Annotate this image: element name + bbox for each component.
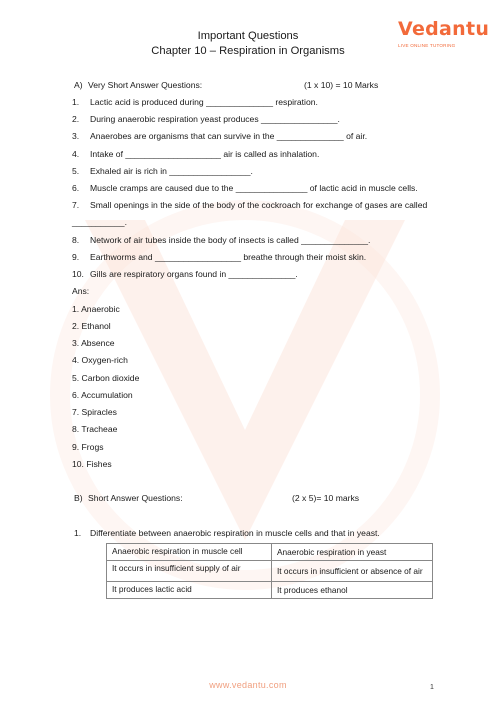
page-title: Important Questions xyxy=(197,30,299,42)
page-number: 1 xyxy=(430,684,434,691)
answers-label: Ans: xyxy=(72,286,90,296)
section-b-label: B) xyxy=(74,493,83,503)
table-cell: It occurs in insufficient supply of air xyxy=(107,561,272,582)
question-number: 3. xyxy=(72,131,80,141)
table-row xyxy=(107,561,433,582)
question-number: 6. xyxy=(72,183,80,193)
table-cell: It produces ethanol xyxy=(272,582,433,599)
question-text: Small openings in the side of the body of the cockroach for exchange of gases are called xyxy=(90,200,428,210)
question-number: 9. xyxy=(72,252,80,262)
table-cell: Anaerobic respiration in yeast xyxy=(272,544,433,561)
question-number: 5. xyxy=(72,166,80,176)
table-cell: Anaerobic respiration in muscle cell xyxy=(107,544,272,561)
question-text: Muscle cramps are caused due to the _______________ of lactic acid in muscle cells. xyxy=(90,183,418,193)
question-number: 7. xyxy=(72,200,80,210)
answer-9: 9. Frogs xyxy=(72,442,104,452)
question-text: Earthworms and __________________ breathe through their moist skin. xyxy=(90,252,367,262)
question-text: Intake of ____________________ air is called as inhalation. xyxy=(90,149,320,159)
question-number: 10. xyxy=(72,269,84,279)
answer-10: 10. Fishes xyxy=(72,459,112,469)
question-number: 8. xyxy=(72,235,80,245)
logo-tagline: LIVE ONLINE TUTORING xyxy=(398,43,456,48)
question-text: Anaerobes are organisms that can survive in the ______________ of air. xyxy=(90,131,368,141)
question-text: Lactic acid is produced during ______________ respiration. xyxy=(90,97,318,107)
question-number: 1. xyxy=(72,97,80,107)
question-number: 4. xyxy=(72,149,80,159)
question-text: Gills are respiratory organs found in ______________. xyxy=(90,269,298,279)
answer-1: 1. Anaerobic xyxy=(72,304,120,314)
answer-5: 5. Carbon dioxide xyxy=(72,373,140,383)
answer-7: 7. Spiracles xyxy=(72,407,117,417)
answer-6: 6. Accumulation xyxy=(72,390,133,400)
question-text: Network of air tubes inside the body of insects is called ______________. xyxy=(90,235,371,245)
answer-8: 8. Tracheae xyxy=(72,424,118,434)
section-a-heading: Very Short Answer Questions: xyxy=(88,80,203,90)
comparison-table xyxy=(106,543,433,599)
answer-3: 3. Absence xyxy=(72,338,115,348)
question-number: 2. xyxy=(72,114,80,124)
logo-wordmark: Vedantu xyxy=(398,18,490,40)
question-text: Exhaled air is rich in _________________. xyxy=(90,166,253,176)
table-row xyxy=(107,544,433,561)
question-number: 1. xyxy=(74,528,82,538)
section-b-heading: Short Answer Questions: xyxy=(88,493,183,503)
chapter-title: Chapter 10 – Respiration in Organisms xyxy=(151,45,345,57)
table-cell: It occurs in insufficient or absence of air xyxy=(272,561,433,582)
answer-4: 4. Oxygen-rich xyxy=(72,355,128,365)
section-a-marks: (1 x 10) = 10 Marks xyxy=(304,80,379,90)
question-text: ___________. xyxy=(72,217,127,227)
answer-2: 2. Ethanol xyxy=(72,321,111,331)
question-text: During anaerobic respiration yeast produces ________________. xyxy=(90,114,340,124)
footer-url: www.vedantu.com xyxy=(209,680,287,690)
question-text: Differentiate between anaerobic respiration in muscle cells and that in yeast. xyxy=(90,528,380,538)
section-b-marks: (2 x 5)= 10 marks xyxy=(292,493,360,503)
table-cell: It produces lactic acid xyxy=(107,582,272,599)
table-row xyxy=(107,582,433,599)
section-a-label: A) xyxy=(74,80,83,90)
